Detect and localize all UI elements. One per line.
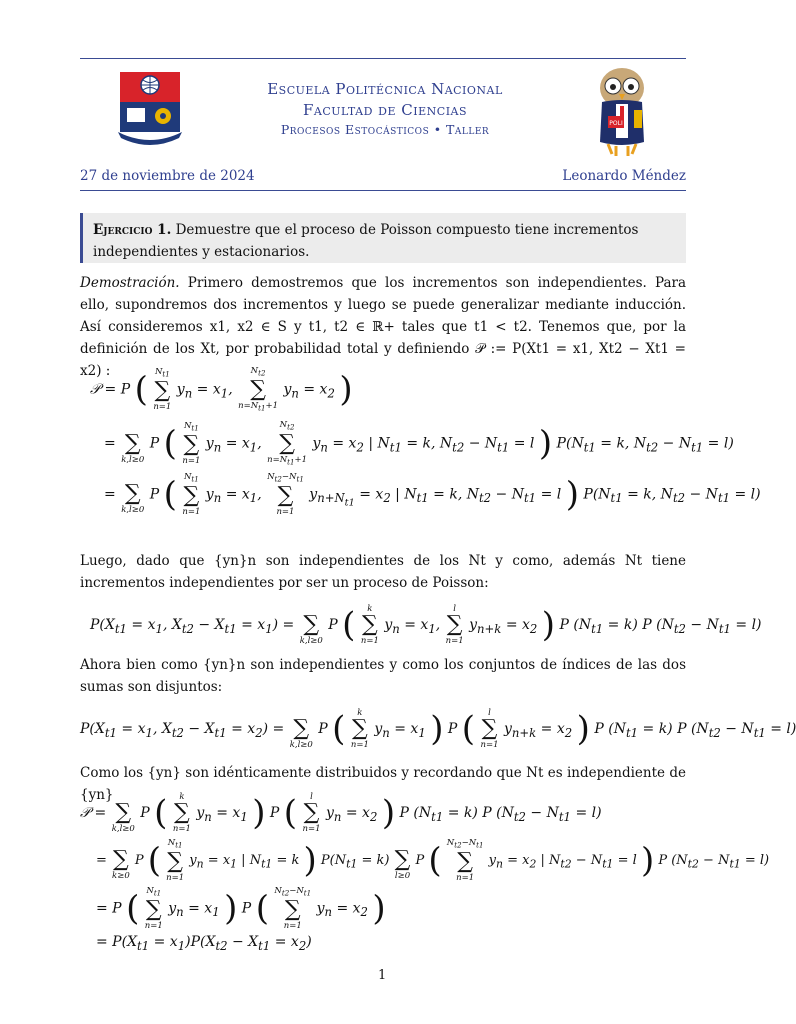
epn-logo-icon [115,70,185,148]
document-author: Leonardo Méndez [562,168,686,184]
equation-line-7: = ∑ k≥0 P ( $N_{t1}$ ∑ n=1 $y_n = x_1$ | $N_{t1} = k$ ) $P(N_{t1} = k)$ ∑ l≥0 P ( $N_{t2}-N_{t1}$ ∑ n=1 $y_n = x_2$ | $N_{t2} - N_{t1} = l$ ) P $(N_{t2} - N_{t1} = l)$ [96,838,770,883]
equation-line-4: $P(X_{t1} = x_1$, $X_{t2} - X_{t1} = x_1$) = ∑ k,l≥0 P ( k ∑ n=1 $y_n = x_1$, l ∑ n=1 $y_{n+k} = x_2$ ) P $(N_{t1} = k)$ P $(N_{t2} - N_{t1} = l)$ [90,604,762,646]
proof-intro-text: Primero demostremos que los incrementos son independientes. Para ello, supondremos dos incrementos y luego se puede generalizar mediante inducción. Así consideremos x1, x2 ∈ S y t1, t2 ∈ ℝ+ tales que t1 < t2. Tenemos que, por la definición de los Xt, por probabilidad total y definiendo 𝒫 := P(Xt1 = x1, Xt2 − Xt1 = x2) : [80,275,687,379]
paragraph-identical: Como los {yn} son idénticamente distribuidos y recordando que Nt es independiente de {yn} [80,765,686,803]
faculty-name: Facultad de Ciencias [302,101,468,119]
equation-line-9: = $P(X_{t1} = x_1)P(X_{t2} - X_{t1} = x_2)$ [96,934,312,953]
owl-badge-text: POLI [609,120,623,127]
school-name: Escuela Politécnica Nacional [267,80,503,98]
owl-mascot-icon [590,64,654,158]
header-top-rule [80,58,686,59]
paragraph-disjoint: Ahora bien como {yn}n son independientes y como los conjuntos de índices de las dos sumas son disjuntos: [80,657,686,695]
exercise-label: Ejercicio 1. [93,222,172,238]
equation-line-3: = ∑ k,l≥0 P ( $N_{t1}$ ∑ n=1 $y_n = x_1$, $N_{t2}-N_{t1}$ ∑ n=1 $y_{n+N_{t1}} = x_2$ | $N_{t1} = k$, $N_{t2} - N_{t1} = l$ ) $P(N_{t1} = k$, $N_{t2} - N_{t1} = l$) [104,472,761,517]
equation-line-6: 𝒫 = ∑ k,l≥0 P ( k ∑ n=1 $y_n = x_1$ ) P ( l ∑ n=1 $y_n = x_2$ ) P $(N_{t1} = k)$ P $(N_{t2} - N_{t1} = l)$ [80,792,602,834]
course-name: Procesos Estocásticos • Taller [280,122,490,137]
equation-line-1: 𝒫 = P ( $N_{t1}$ ∑ n=1 $y_n = x_1$, $N_{t2}$ ∑ $n=N_{t1}+1$ $y_n = x_2$ ) [90,366,353,413]
document-date: 27 de noviembre de 2024 [80,168,255,184]
equation-line-2: = ∑ k,l≥0 P ( $N_{t1}$ ∑ n=1 $y_n = x_1$, $N_{t2}$ ∑ $n=N_{t1}+1$ $y_n = x_2$ | $N_{t1} = k$, $N_{t2} - N_{t1} = l$ ) $P(N_{t1} = k$, $N_{t2} - N_{t1} = l$) [104,420,734,467]
header-bottom-rule [80,190,686,191]
exercise-text: Demuestre que el proceso de Poisson compuesto tiene incrementos independientes y estacionarios. [93,222,639,260]
exercise-box [80,213,686,263]
page-number: 1 [378,968,387,983]
proof-label: Demostración. [80,275,180,291]
equation-line-5: $P(X_{t1} = x_1$, $X_{t2} - X_{t1} = x_2$) = ∑ k,l≥0 P ( k ∑ n=1 $y_n = x_1$ ) P ( l ∑ n=1 $y_{n+k} = x_2$ ) P $(N_{t1} = k)$ P $(N_{t2} - N_{t1} = l)$ [80,708,796,750]
equation-line-8: = P ( $N_{t1}$ ∑ n=1 $y_n = x_1$ ) P ( $N_{t2}-N_{t1}$ ∑ n=1 $y_n = x_2$ ) [96,886,386,931]
paragraph-independence: Luego, dado que {yn}n son independientes de los Nt y como, además Nt tiene incrementos independientes por ser un proceso de Poisson: [80,553,686,591]
